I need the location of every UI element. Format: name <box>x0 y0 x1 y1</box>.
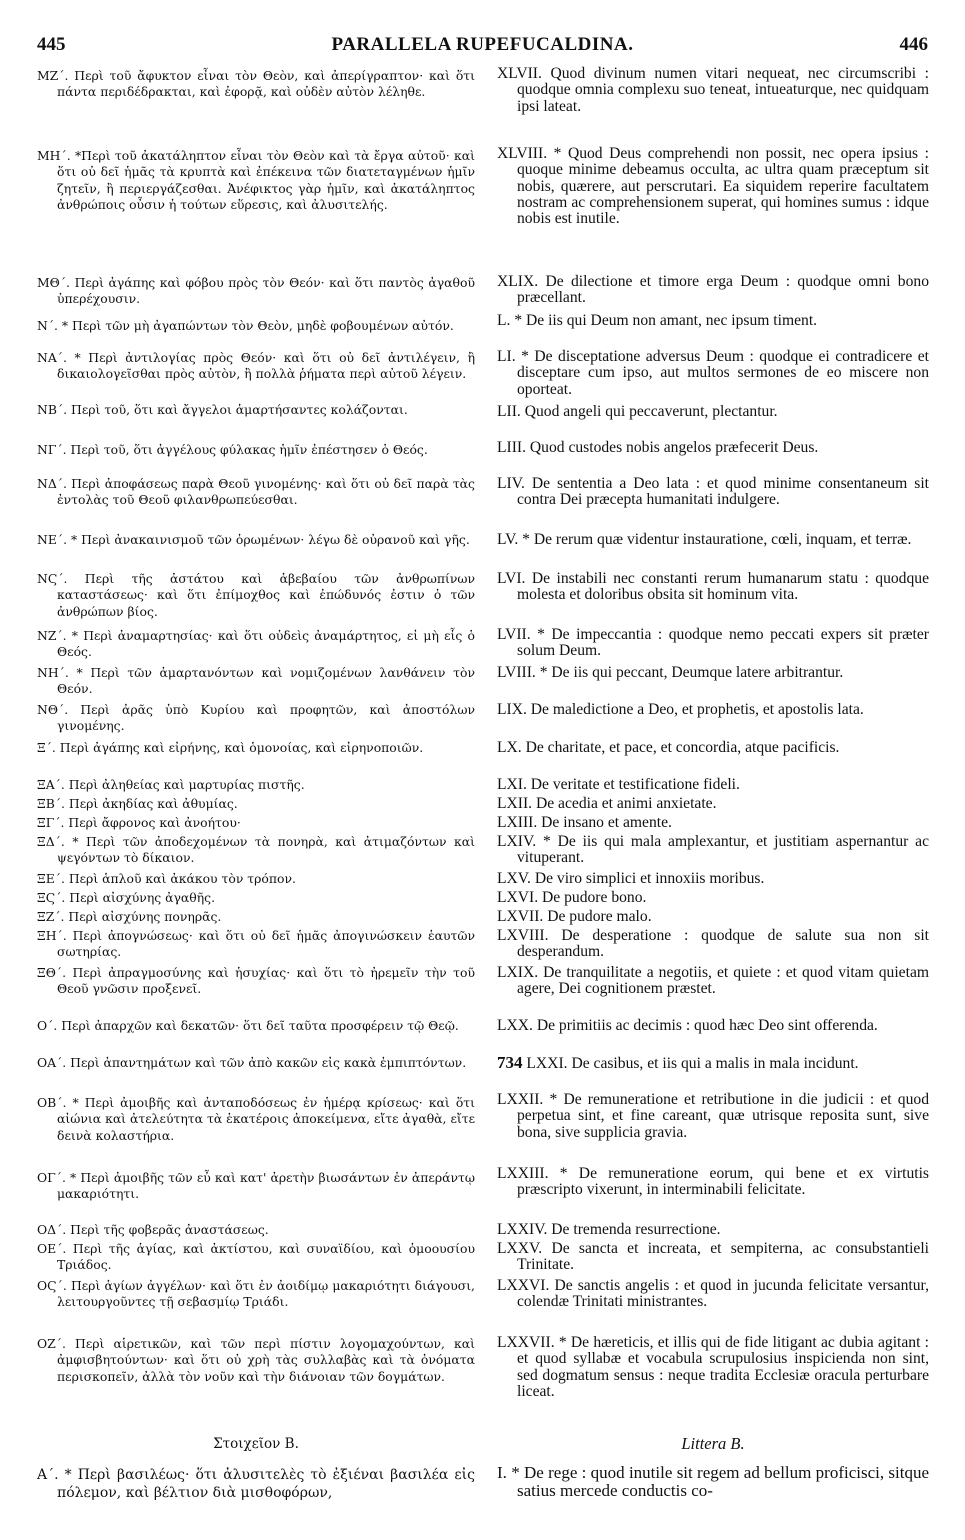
page-header <box>0 34 965 60</box>
greek-entry: ΞΒ΄. Περὶ ἀκηδίας καὶ ἀθυμίας. <box>37 796 238 811</box>
greek-entry: ΜΘ΄. Περὶ ἀγάπης καὶ φόβου πρὸς τὸν Θεόν· καὶ ὅτι παντὸς ἀγαθοῦ ὑπερέχουσιν. <box>37 275 475 307</box>
greek-entry: Ο΄. Περὶ ἀπαρχῶν καὶ δεκατῶν· ὅτι δεῖ ταῦτα προσφέρειν τῷ Θεῷ. <box>37 1018 459 1033</box>
latin-entry: LXX. De primitiis ac decimis : quod hæc Deo sint offerenda. <box>497 1017 878 1034</box>
greek-entry: ΞΗ΄. Περὶ ἀπογνώσεως· καὶ ὅτι οὐ δεῖ ἡμᾶς ἀπογινώσκειν ἑαυτῶν σωτηρίας. <box>37 928 475 960</box>
latin-entry: LXI. De veritate et testificatione fideli. <box>497 776 740 793</box>
greek-entry: ΝΑ΄. * Περὶ ἀντιλογίας πρὸς Θεόν· καὶ ὅτι οὐ δεῖ ἀντιλέγειν, ἢ δικαιολογεῖσθαι πρὸς αὐτὸν, ἢ πολλὰ ῥήματα περὶ αὐτοῦ λέγειν. <box>37 350 475 382</box>
greek-entry: ΝΕ΄. * Περὶ ἀνακαινισμοῦ τῶν ὁρωμένων· λέγω δὲ οὐρανοῦ καὶ γῆς. <box>37 532 470 547</box>
latin-entry: LIII. Quod custodes nobis angelos præfecerit Deus. <box>497 439 819 456</box>
greek-entry: ΞΖ΄. Περὶ αἰσχύνης πονηρᾶς. <box>37 909 222 924</box>
latin-entry: LXVIII. De desperatione : quodque de salute sua non sit desperandum. <box>497 927 929 961</box>
greek-entry: ΞΘ΄. Περὶ ἀπραγμοσύνης καὶ ἡσυχίας· καὶ ὅτι τὸ ἠρεμεῖν τὴν τοῦ Θεοῦ γνῶσιν προξενεῖ. <box>37 965 475 997</box>
latin-entry: I. * De rege : quod inutile sit regem ad bellum proficisci, sitque satius mercede conductis co- <box>497 1463 929 1500</box>
latin-entry: XLVII. Quod divinum numen vitari nequeat, nec circumscribi : quodque omnia complexu suo teneat, intueaturque, nec quidquam ipsi lateat. <box>497 65 929 115</box>
latin-entry: LXXIV. De tremenda resurrectione. <box>497 1221 721 1238</box>
greek-entry: ΞΑ΄. Περὶ ἀληθείας καὶ μαρτυρίας πιστῆς. <box>37 777 305 792</box>
greek-entry: ΟΖ΄. Περὶ αἱρετικῶν, καὶ τῶν περὶ πίστιν λογομαχούντων, καὶ ἀμφισβητούντων· καὶ ὅτι οὐ χρὴ τὰς συλλαβὰς καὶ τὰ ὀνόματα περισκοπεῖν, ἀλλὰ τὸν νοῦν καὶ τὴν διάνοιαν τῶν δογμάτων. <box>37 1336 475 1384</box>
greek-entry: ΜΖ΄. Περὶ τοῦ ἄφυκτον εἶναι τὸν Θεὸν, καὶ ἀπερίγραπτον· καὶ ὅτι πάντα περιδέδρακται, καὶ ἐφορᾷ, καὶ οὐδὲν αὐτὸν λέληθε. <box>37 68 475 100</box>
latin-entry: LVI. De instabili nec constanti rerum humanarum statu : quodque molesta et doloribus obsita sit hominum vita. <box>497 570 929 604</box>
greek-entry: ΞΔ΄. * Περὶ τῶν ἀποδεχομένων τὰ πονηρὰ, καὶ ἀτιμαζόντων καὶ ψεγόντων τὸ δίκαιον. <box>37 834 475 866</box>
latin-entry: LXIII. De insano et amente. <box>497 814 672 831</box>
greek-entry: ΟΑ΄. Περὶ ἀπαντημάτων καὶ τῶν ἀπὸ κακῶν εἰς κακὰ ἐμπιπτόντων. <box>37 1055 467 1070</box>
greek-entry: Α΄. * Περὶ βασιλέως· ὅτι ἀλυσιτελὲς τὸ ἐξιέναι βασιλέα εἰς πόλεμον, καὶ βέλτιον διὰ μισθοφόρων, <box>37 1467 475 1501</box>
latin-entry: LVIII. * De iis qui peccant, Deumque latere arbitrantur. <box>497 664 844 681</box>
greek-entry: ΞΓ΄. Περὶ ἄφρονος καὶ ἀνοήτου· <box>37 815 241 830</box>
latin-entry: LXXVII. * De hæreticis, et illis qui de fide litigant ac dubia agitant : et quod syllabæ et vocabula scrupulosius inspicienda non sint, sed dogmatum sensus : neque tradita Ecclesiæ oracula perturbare liceat. <box>497 1334 929 1400</box>
greek-entry: ΞϚ΄. Περὶ αἰσχύνης ἀγαθῆς. <box>37 890 216 905</box>
latin-entry: LXV. De viro simplici et innoxiis moribus. <box>497 870 765 887</box>
latin-entry: LXXVI. De sanctis angelis : et quod in jucunda felicitate versantur, colendæ Trinitati ministrantes. <box>497 1277 929 1311</box>
greek-entry: ΝΔ΄. Περὶ ἀποφάσεως παρὰ Θεοῦ γινομένης· καὶ ὅτι οὐ δεῖ παρὰ τὰς ἐντολὰς τοῦ Θεοῦ φιλανθρωπεύεσθαι. <box>37 476 475 508</box>
latin-entry: LII. Quod angeli qui peccaverunt, plectantur. <box>497 403 778 420</box>
page-number-right: 446 <box>899 34 928 55</box>
greek-entry: ΟΔ΄. Περὶ τῆς φοβερᾶς ἀναστάσεως. <box>37 1222 269 1237</box>
latin-entry: L. * De iis qui Deum non amant, nec ipsum timent. <box>497 312 818 329</box>
greek-entry: ΝΓ΄. Περὶ τοῦ, ὅτι ἀγγέλους φύλακας ἡμῖν ἐπέστησεν ὁ Θεός. <box>37 442 428 457</box>
latin-entry: LVII. * De impeccantia : quodque nemo peccati expers sit præter solum Deum. <box>497 626 929 660</box>
section-heading-latin: Littera B. <box>681 1434 745 1453</box>
latin-entry: LXXIII. * De remuneratione eorum, qui bene et ex virtutis præscripto vixerunt, in interminabili felicitate. <box>497 1165 929 1199</box>
latin-entry: LV. * De rerum quæ videntur instauratione, cœli, inquam, et terræ. <box>497 531 912 548</box>
greek-entry: ΟΓ΄. * Περὶ ἀμοιβῆς τῶν εὖ καὶ κατ' ἀρετὴν βιωσάντων ἐν ἀπεράντῳ μακαριότητι. <box>37 1170 475 1202</box>
latin-entry: XLIX. De dilectione et timore erga Deum : quodque omni bono præcellant. <box>497 273 929 307</box>
latin-entry: LXVI. De pudore bono. <box>497 889 647 906</box>
section-heading-greek: Στοιχεῖον Β. <box>213 1436 299 1452</box>
latin-entry: LX. De charitate, et pace, et concordia, atque pacificis. <box>497 739 840 756</box>
greek-entry: ΞΕ΄. Περὶ ἁπλοῦ καὶ ἀκάκου τὸν τρόπον. <box>37 871 296 886</box>
greek-entry: Ξ΄. Περὶ ἀγάπης καὶ εἰρήνης, καὶ ὁμονοίας, καὶ εἰρηνοποιῶν. <box>37 740 424 755</box>
page-number-left: 445 <box>37 34 66 55</box>
latin-entry: LXIX. De tranquilitate a negotiis, et quiete : et quod vitam quietam agere, Dei cognitionem præstet. <box>497 964 929 998</box>
greek-entry: ΟΒ΄. * Περὶ ἀμοιβῆς καὶ ἀνταποδόσεως ἐν ἡμέρᾳ κρίσεως· καὶ ὅτι αἰώνια καὶ ἀτελεύτητα τὰ ἑκατέροις ἀποκείμενα, εἴτε ἀγαθὰ, εἴτε δεινὰ κολαστήρια. <box>37 1095 475 1143</box>
running-title: PARALLELA RUPEFUCALDINA. <box>331 34 634 55</box>
column-marker: 734 <box>497 1053 523 1072</box>
latin-entry: LXXII. * De remuneratione et retributione in die judicii : et quod perpetua sint, et fine careant, quæ utrisque reposita sunt, sive bona, sive supplicia gravia. <box>497 1091 929 1141</box>
greek-entry: ΝΒ΄. Περὶ τοῦ, ὅτι καὶ ἄγγελοι ἁμαρτήσαντες κολάζονται. <box>37 402 408 417</box>
greek-entry: ΝΖ΄. * Περὶ ἀναμαρτησίας· καὶ ὅτι οὐδεὶς ἀναμάρτητος, εἰ μὴ εἷς ὁ Θεός. <box>37 628 475 660</box>
greek-entry: ΜΗ΄. *Περὶ τοῦ ἀκατάληπτον εἶναι τὸν Θεὸν καὶ τὰ ἔργα αὐτοῦ· καὶ ὅτι οὐ δεῖ ἡμᾶς τὰ κρυπτὰ καὶ ἐπέκεινα τῶν διατεταγμένων ἡμῖν ζητεῖν, ἢ περιεργάζεσθαι. Ἀνέφικτος γὰρ ἡμῖν, καὶ ἀκατάληπτος ἀνθρώποις οὖσιν ἡ τούτων εὕρεσις, καὶ ἀλυσιτελής. <box>37 148 475 212</box>
greek-entry: ΟϚ΄. Περὶ ἁγίων ἀγγέλων· καὶ ὅτι ἐν ἀοιδίμῳ μακαριότητι διάγουσι, λειτουργοῦντες τῇ σεβασμίῳ Τριάδι. <box>37 1278 475 1310</box>
greek-entry: Ν΄. * Περὶ τῶν μὴ ἀγαπώντων τὸν Θεὸν, μηδὲ φοβουμένων αὐτόν. <box>37 318 454 333</box>
greek-entry: ΝϚ΄. Περὶ τῆς ἀστάτου καὶ ἀβεβαίου τῶν ἀνθρωπίνων καταστάσεως· καὶ ὅτι ἐπίμοχθος καὶ ἐπώδυνός ἐστιν ὁ τῶν ἀνθρώπων βίος. <box>37 571 475 619</box>
latin-entry: LXII. De acedia et animi anxietate. <box>497 795 717 812</box>
latin-entry: LXVII. De pudore malo. <box>497 908 652 925</box>
latin-entry: XLVIII. * Quod Deus comprehendi non possit, nec opera ipsius : quoque minime debeamus occulta, ac ultra quam præceptum sit nobis, quærere, aut perscrutari. Ea siquidem reperire facultatem nostram ac comprehensionem superat, qui homines sumus : idque nobis est inutile. <box>497 145 929 228</box>
greek-entry: ΝΘ΄. Περὶ ἀρᾶς ὑπὸ Κυρίου καὶ προφητῶν, καὶ ἀποστόλων γινομένης. <box>37 702 475 734</box>
latin-entry: LI. * De disceptatione adversus Deum : quodque ei contradicere et disceptare cum ipso, aut multos sermones de eo miscere non oporteat. <box>497 348 929 398</box>
latin-entry: LIV. De sententia a Deo lata : et quod minime consentaneum sit contra Dei præcepta humanitati indulgere. <box>497 475 929 509</box>
latin-entry: LXXV. De sancta et increata, et sempiterna, ac consubstantieli Trinitate. <box>497 1240 929 1274</box>
latin-entry: LIX. De maledictione a Deo, et prophetis, et apostolis lata. <box>497 701 864 718</box>
latin-entry: 734 LXXI. De casibus, et iis qui a malis in mala incidunt. <box>497 1053 859 1072</box>
greek-entry: ΝΗ΄. * Περὶ τῶν ἁμαρτανόντων καὶ νομιζομένων λανθάνειν τὸν Θεόν. <box>37 665 475 697</box>
greek-entry: ΟΕ΄. Περὶ τῆς ἁγίας, καὶ ἀκτίστου, καὶ συναϊδίου, καὶ ὁμοουσίου Τριάδος. <box>37 1241 475 1273</box>
latin-entry: LXIV. * De iis qui mala amplexantur, et justitiam aspernantur ac vituperant. <box>497 833 929 867</box>
